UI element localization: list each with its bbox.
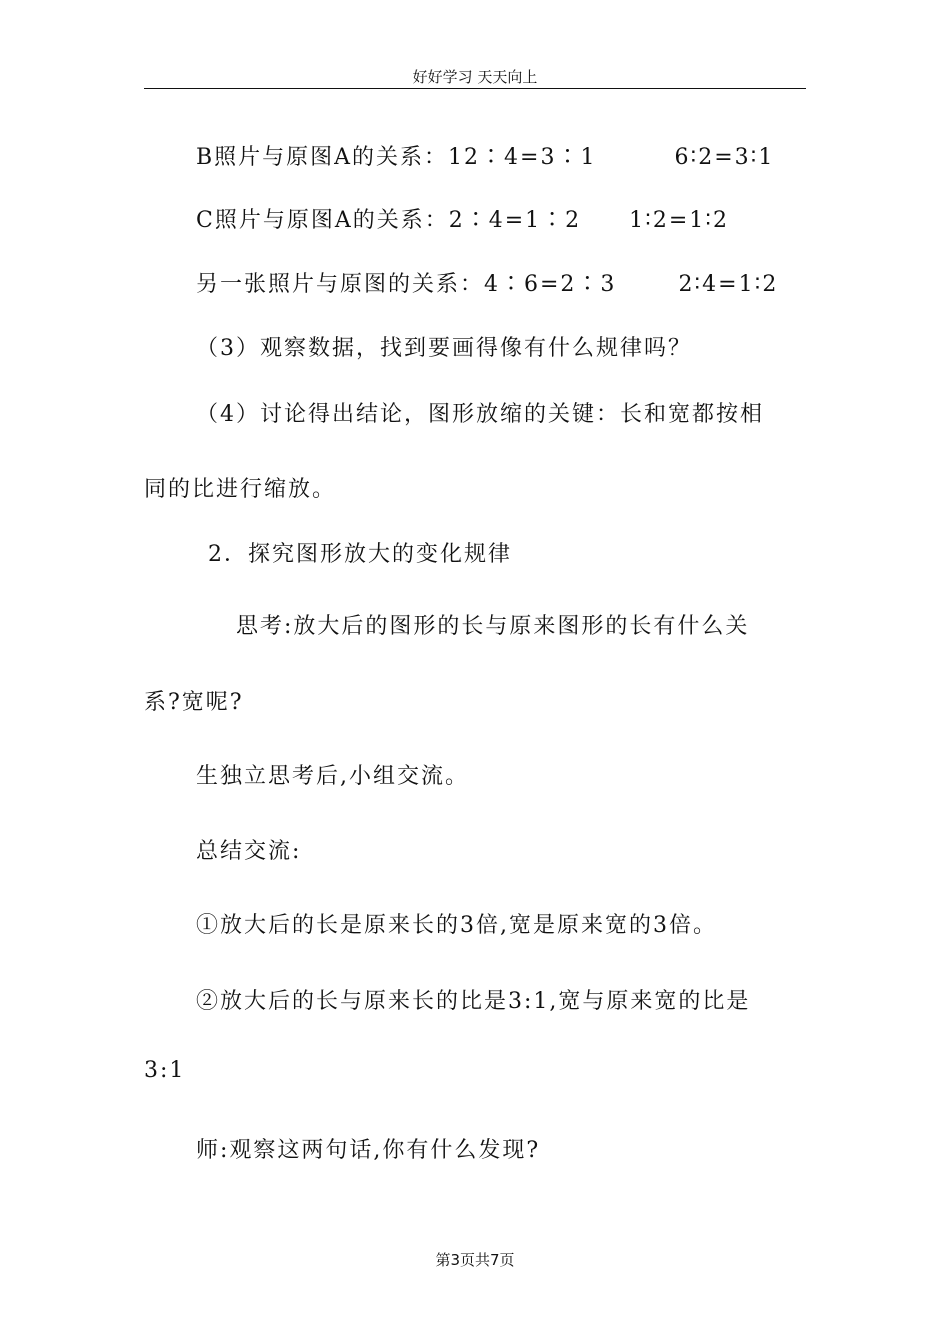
page-header: 好好学习 天天向上 (412, 68, 538, 86)
ratio-other-length: 另一张照片与原图的关系：4∶6=2∶3 (196, 272, 617, 297)
ratio-line-other (196, 267, 778, 298)
summary-label: 总结交流: (196, 839, 302, 864)
ratio-c-length: C照片与原图A的关系：2∶4=1∶2 (196, 208, 582, 233)
page-number: 第3页共7页 (435, 1251, 515, 1269)
question-continuation: 系?宽呢? (144, 690, 244, 715)
step-4-text: （4）讨论得出结论，图形放缩的关键：长和宽都按相 (196, 402, 764, 427)
ratio-line-b (196, 140, 774, 171)
student-activity-text: 生独立思考后,小组交流。 (196, 764, 469, 789)
summary-point-2-continuation: 3:1 (144, 1058, 186, 1083)
question-text: 思考:放大后的图形的长与原来图形的长有什么关 (236, 614, 750, 639)
ratio-line-c (196, 203, 729, 234)
ratio-c-width: 1∶2=1∶2 (629, 208, 730, 233)
summary-point-1: ①放大后的长是原来长的3倍,宽是原来宽的3倍。 (196, 913, 717, 938)
ratio-b-width: 6∶2=3∶1 (674, 145, 775, 170)
step-3-text: （3）观察数据，找到要画得像有什么规律吗？ (196, 336, 692, 361)
teacher-question: 师:观察这两句话,你有什么发现? (196, 1138, 541, 1163)
ratio-other-width: 2∶4=1∶2 (678, 272, 779, 297)
header-divider (144, 88, 806, 89)
ratio-b-length: B照片与原图A的关系：12∶4=3∶1 (196, 145, 597, 170)
summary-point-2: ②放大后的长与原来长的比是3:1,宽与原来宽的比是 (196, 989, 751, 1014)
section-heading-2: 2．探究图形放大的变化规律 (208, 542, 512, 567)
step-4-continuation: 同的比进行缩放。 (144, 477, 337, 502)
